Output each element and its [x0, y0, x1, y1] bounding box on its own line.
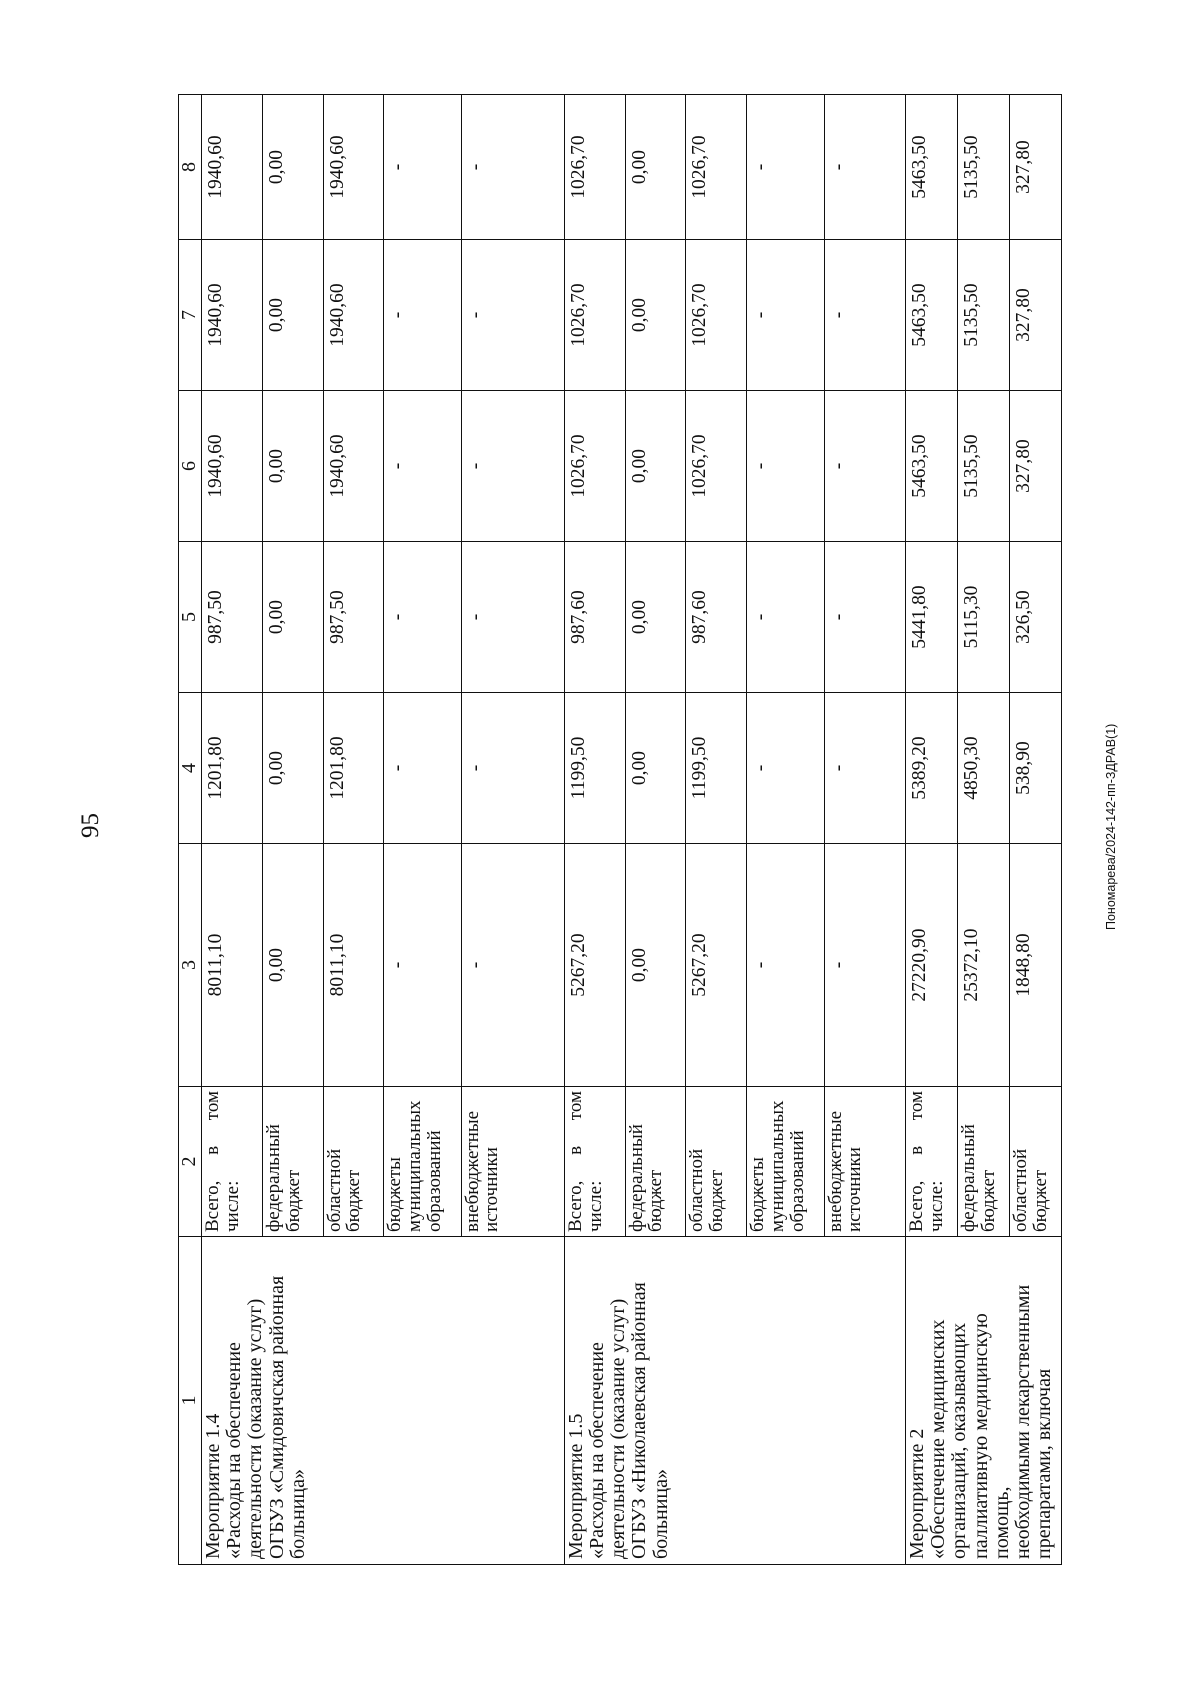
source-cell — [686, 1087, 747, 1237]
value-cell: - — [461, 240, 564, 391]
source-label: числе: — [925, 1180, 947, 1232]
value-cell: - — [824, 240, 905, 391]
value-cell: - — [747, 542, 824, 693]
measure-cell — [202, 1237, 565, 1565]
value-cell: 538,90 — [1009, 693, 1061, 844]
measure-line: препаратами, включая — [1033, 1368, 1056, 1559]
measure-line: Мероприятие 1.5 — [564, 1413, 587, 1559]
value-cell: 987,50 — [323, 542, 384, 693]
value-cell: 1940,60 — [323, 240, 384, 391]
value-cell: 1026,70 — [564, 240, 625, 391]
value-cell: 5135,50 — [957, 391, 1009, 542]
value-cell: 1940,60 — [323, 95, 384, 240]
value-cell: 5267,20 — [564, 844, 625, 1087]
financing-table — [178, 94, 1062, 1565]
header-row — [179, 95, 202, 1565]
value-cell: 5463,50 — [905, 95, 957, 240]
value-cell: 1026,70 — [564, 391, 625, 542]
source-label: образований — [423, 1130, 445, 1232]
source-cell — [957, 1087, 1009, 1237]
source-label: муниципальных — [767, 1100, 788, 1232]
source-cell — [564, 1087, 625, 1237]
value-cell: 0,00 — [625, 693, 686, 844]
source-label: источники — [481, 1147, 503, 1232]
value-cell: - — [747, 391, 824, 542]
value-cell: 4850,30 — [957, 693, 1009, 844]
value-cell: 0,00 — [625, 240, 686, 391]
source-label: числе: — [584, 1180, 606, 1232]
value-cell: 987,60 — [686, 542, 747, 693]
measure-line: деятельности (оказание услуг) — [244, 1298, 267, 1559]
value-cell: 8011,10 — [323, 844, 384, 1087]
value-cell: 1940,60 — [202, 95, 263, 240]
value-cell: - — [384, 542, 461, 693]
source-label: бюджет — [343, 1169, 365, 1232]
value-cell: 1940,60 — [202, 240, 263, 391]
value-cell: 5135,50 — [957, 95, 1009, 240]
source-cell — [1009, 1087, 1061, 1237]
value-cell: 0,00 — [625, 542, 686, 693]
value-cell: 0,00 — [625, 391, 686, 542]
value-cell: 0,00 — [625, 95, 686, 240]
source-label: бюджет — [645, 1169, 667, 1232]
source-label: внебюджетные — [461, 1110, 483, 1232]
value-cell: 1199,50 — [564, 693, 625, 844]
value-cell: - — [824, 844, 905, 1087]
value-cell: - — [461, 844, 564, 1087]
value-cell: - — [461, 391, 564, 542]
source-label: Всего, в том — [202, 1091, 223, 1232]
table-row — [905, 95, 957, 1565]
column-header: 3 — [179, 844, 202, 1087]
value-cell: - — [747, 693, 824, 844]
source-label: Всего, в том — [905, 1091, 927, 1232]
value-cell: - — [384, 240, 461, 391]
source-label: областной — [1009, 1148, 1031, 1232]
value-cell: 1026,70 — [564, 95, 625, 240]
value-cell: 327,80 — [1009, 95, 1061, 240]
value-cell: - — [384, 95, 461, 240]
value-cell: 5267,20 — [686, 844, 747, 1087]
value-cell: - — [747, 95, 824, 240]
column-header: 4 — [179, 693, 202, 844]
source-label: областной — [323, 1148, 345, 1232]
value-cell: - — [384, 693, 461, 844]
value-cell: 327,80 — [1009, 240, 1061, 391]
measure-line: Мероприятие 1.4 — [202, 1413, 224, 1559]
table-row — [564, 95, 625, 1565]
value-cell: 5463,50 — [905, 391, 957, 542]
column-header: 7 — [179, 240, 202, 391]
measure-line: ОГБУЗ «Смидовичская районная — [265, 1275, 288, 1559]
source-cell — [323, 1087, 384, 1237]
source-label: бюджет — [282, 1169, 304, 1232]
measure-line: паллиативную медицинскую помощь, — [969, 1313, 1013, 1559]
value-cell: 0,00 — [625, 844, 686, 1087]
source-label: федеральный — [625, 1124, 647, 1232]
measure-line: «Обеспечение медицинских — [927, 1319, 950, 1559]
value-cell: - — [461, 542, 564, 693]
measure-line: организаций, оказывающих — [948, 1322, 971, 1559]
source-cell — [905, 1087, 957, 1237]
measure-line: больница» — [649, 1469, 672, 1559]
value-cell: 1026,70 — [686, 240, 747, 391]
value-cell: 1026,70 — [686, 95, 747, 240]
value-cell: 0,00 — [262, 693, 323, 844]
value-cell: 0,00 — [262, 542, 323, 693]
measure-cell — [905, 1237, 1061, 1565]
table-row — [202, 95, 263, 1565]
value-cell: 0,00 — [262, 240, 323, 391]
source-label: бюджет — [977, 1169, 999, 1232]
value-cell: 327,80 — [1009, 391, 1061, 542]
value-cell: 5115,30 — [957, 542, 1009, 693]
column-header: 2 — [179, 1087, 202, 1237]
value-cell: - — [824, 391, 905, 542]
source-label: бюджет — [1029, 1169, 1051, 1232]
source-cell — [461, 1087, 564, 1237]
measure-line: больница» — [286, 1469, 309, 1559]
measure-line: ОГБУЗ «Николаевская районная — [628, 1282, 651, 1559]
value-cell: 1199,50 — [686, 693, 747, 844]
value-cell: 1848,80 — [1009, 844, 1061, 1087]
source-cell — [202, 1087, 263, 1237]
source-label: бюджеты — [384, 1157, 406, 1232]
source-label: образований — [786, 1130, 808, 1232]
value-cell: 0,00 — [262, 844, 323, 1087]
value-cell: 326,50 — [1009, 542, 1061, 693]
value-cell: 5135,50 — [957, 240, 1009, 391]
value-cell: - — [384, 844, 461, 1087]
value-cell: 1201,80 — [202, 693, 263, 844]
column-header: 8 — [179, 95, 202, 240]
value-cell: - — [384, 391, 461, 542]
value-cell: 987,60 — [564, 542, 625, 693]
source-label: внебюджетные — [824, 1110, 846, 1232]
source-label: областной — [686, 1148, 708, 1232]
value-cell: 1940,60 — [323, 391, 384, 542]
source-cell — [824, 1087, 905, 1237]
source-cell — [262, 1087, 323, 1237]
value-cell: 1201,80 — [323, 693, 384, 844]
measure-line: «Расходы на обеспечение — [223, 1342, 246, 1559]
source-label: федеральный — [957, 1124, 979, 1232]
value-cell: 987,50 — [202, 542, 263, 693]
value-cell: - — [824, 542, 905, 693]
value-cell: - — [461, 95, 564, 240]
value-cell: 1026,70 — [686, 391, 747, 542]
value-cell: 27220,90 — [905, 844, 957, 1087]
column-header: 5 — [179, 542, 202, 693]
source-label: муниципальных — [404, 1100, 426, 1232]
source-cell — [747, 1087, 824, 1237]
measure-line: Мероприятие 2 — [905, 1428, 928, 1559]
document-reference: Пономарева/2024-142-пп-ЗДРАВ(1) — [1104, 723, 1118, 930]
value-cell: 5389,20 — [905, 693, 957, 844]
measure-line: необходимыми лекарственными — [1011, 1284, 1034, 1559]
value-cell: 1940,60 — [202, 391, 263, 542]
page-number: 95 — [77, 813, 104, 838]
source-label: числе: — [221, 1180, 243, 1232]
value-cell: 0,00 — [262, 391, 323, 542]
source-cell — [625, 1087, 686, 1237]
value-cell: 0,00 — [262, 95, 323, 240]
source-cell — [384, 1087, 461, 1237]
value-cell: - — [824, 95, 905, 240]
measure-cell — [564, 1237, 905, 1565]
source-label: Всего, в том — [564, 1091, 586, 1232]
source-label: бюджеты — [747, 1157, 769, 1232]
source-label: федеральный — [262, 1124, 284, 1232]
value-cell: 5463,50 — [905, 240, 957, 391]
value-cell: 25372,10 — [957, 844, 1009, 1087]
table-rotated-container — [178, 95, 1062, 1565]
measure-line: деятельности (оказание услуг) — [607, 1298, 630, 1559]
column-header: 1 — [179, 1237, 202, 1565]
value-cell: 5441,80 — [905, 542, 957, 693]
value-cell: - — [461, 693, 564, 844]
value-cell: 8011,10 — [202, 844, 263, 1087]
measure-line: «Расходы на обеспечение — [586, 1342, 608, 1559]
value-cell: - — [747, 240, 824, 391]
source-label: источники — [844, 1147, 866, 1232]
value-cell: - — [747, 844, 824, 1087]
value-cell: - — [824, 693, 905, 844]
column-header: 6 — [179, 391, 202, 542]
source-label: бюджет — [706, 1169, 728, 1232]
